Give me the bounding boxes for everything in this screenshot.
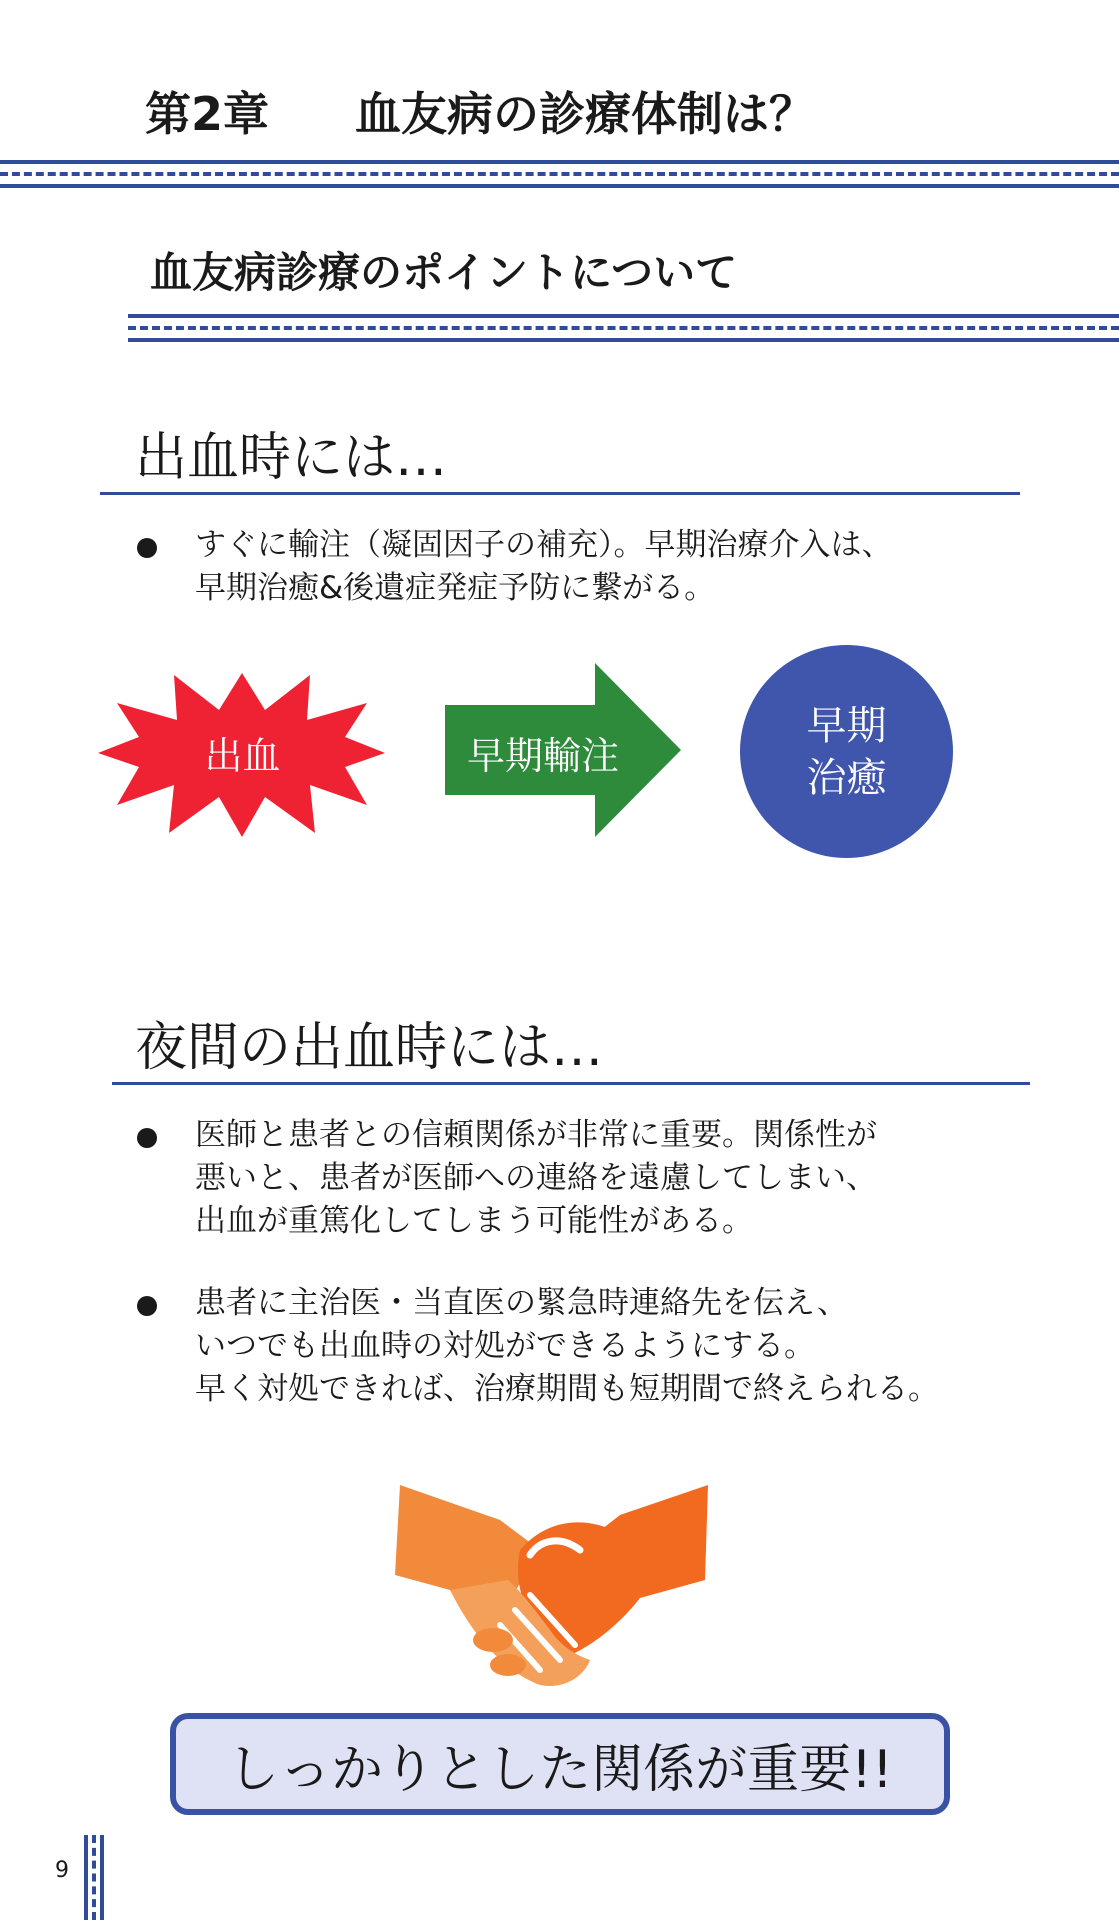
bullet-dot — [137, 1128, 157, 1148]
handshake-icon — [390, 1480, 710, 1690]
section-title: 血友病診療のポイントについて — [150, 248, 738, 297]
bullet-text-3: 患者に主治医・当直医の緊急時連絡先を伝え、 いつでも出血時の対処ができるようにする。 早く対処できれば、治療期間も短期間で終えられる。 — [195, 1285, 939, 1407]
flow-end-circle — [740, 645, 953, 858]
heading-underline-1 — [100, 492, 1020, 495]
conclusion-banner: しっかりとした関係が重要!! — [170, 1713, 950, 1815]
margin-rule-dashed — [92, 1835, 96, 1920]
heading-night-bleeding: 夜間の出血時には… — [135, 1018, 604, 1078]
chapter-title-text: 血友病の診療体制は？ — [355, 87, 815, 141]
chapter-rule-dashed — [0, 172, 1119, 176]
bullet-dot — [137, 1296, 157, 1316]
chapter-number: 第2章 — [145, 87, 270, 141]
bullet-text-1: すぐに輸注（凝固因子の補充）。早期治療介入は、 早期治癒&後遺症発症予防に繋がる。 — [195, 527, 893, 606]
section-rule-bottom — [128, 338, 1119, 342]
chapter-title — [0, 78, 1119, 148]
section-rule-dashed — [128, 326, 1119, 330]
flow-arrow-label: 早期輸注 — [466, 734, 619, 778]
bullet-dot — [137, 538, 157, 558]
margin-rule-right — [100, 1835, 104, 1920]
chapter-rule-top — [0, 160, 1119, 164]
page-number: 9 — [55, 1858, 69, 1883]
flow-start-label: 出血 — [204, 734, 281, 778]
bullet-text-2: 医師と患者との信頼関係が非常に重要。関係性が 悪いと、患者が医師への連絡を遠慮してしまい、 出血が重篤化してしまう可能性がある。 — [195, 1117, 877, 1239]
margin-rule-left — [84, 1835, 88, 1920]
heading-underline-2 — [112, 1082, 1030, 1085]
flow-end-label: 早期 治癒 — [806, 702, 887, 801]
heading-bleeding: 出血時には… — [135, 428, 448, 488]
section-rule-top — [128, 314, 1119, 318]
chapter-rule-bottom — [0, 184, 1119, 188]
